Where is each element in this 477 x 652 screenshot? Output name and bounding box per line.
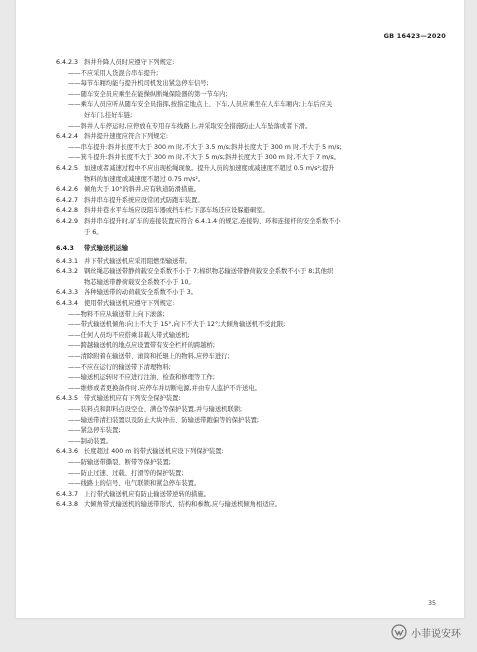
clause-line (56, 288, 432, 299)
clause-number: 6.4.2.9 (56, 217, 79, 225)
clause-text: 大倾角带式输送机的输送带形式、结构和参数,应与输送机倾角相适应。 (84, 501, 282, 509)
clause-continuation-line (56, 320, 432, 331)
clause-number: 6.4.2.7 (56, 196, 79, 204)
clause-continuation-line (56, 341, 432, 352)
clause-line (56, 257, 432, 268)
section-6-4-2-clauses (56, 58, 432, 238)
clause-text: ——不应在运行的输送带下清理物料; (68, 363, 171, 371)
page-number: 35 (427, 600, 436, 607)
clause-line (56, 267, 432, 278)
clause-number: 6.4.3.2 (56, 268, 79, 276)
clause-line (56, 394, 432, 405)
clause-continuation-line (56, 426, 432, 437)
clause-continuation-line (56, 228, 432, 239)
clause-continuation-line (56, 469, 432, 480)
clause-text: 钢丝绳芯输送带静荷载安全系数不小于 7;棉织物芯输送带静荷载安全系数不小于 8;其他织 (84, 268, 334, 276)
clause-number: 6.4.2.3 (56, 59, 79, 66)
clause-text: 好车门,挂好车链; (84, 111, 133, 119)
clause-text: 上行带式输送机应有防止输送带逆转的措施。 (84, 490, 210, 498)
clause-number: 6.4.3.1 (56, 257, 79, 265)
clause-text: ——制动装置。 (68, 437, 113, 445)
clause-number: 6.4.3.8 (56, 501, 79, 509)
clause-line (56, 132, 432, 143)
clause-line (56, 196, 432, 207)
standard-number: GB 16423—2020 (383, 32, 446, 40)
clause-text: 斜井提升速度应符合下列规定: (84, 133, 168, 141)
clause-number: 6.4.2.4 (56, 133, 79, 141)
clause-continuation-line (56, 331, 432, 342)
clause-continuation-line (56, 479, 432, 490)
clause-text: ——紧急停车装置; (68, 427, 121, 435)
clause-continuation-line (56, 278, 432, 289)
clause-continuation-line (56, 352, 432, 363)
clause-text: 物芯输送带静荷载安全系数不小于 10。 (84, 278, 195, 286)
section-number: 6.4.3 (56, 245, 74, 253)
clause-continuation-line (56, 100, 432, 111)
clause-line (56, 58, 432, 69)
clause-continuation-line (56, 122, 432, 133)
clause-text: 于 6。 (84, 228, 103, 236)
clause-text: 斜井串车提升时,矿车的连接装置应符合 6.4.1.4 的规定,连接钩、环和连接杆的安全系数不小 (84, 217, 341, 225)
clause-text: 倾角大于 10°的斜井,应有轨道防滑措施。 (84, 186, 200, 194)
clause-text: ——每节车厢均能与提升机司机发出紧急停车信号; (68, 80, 209, 88)
clause-text: ——箕斗提升:斜井长度不大于 300 m 时,不大于 5 m/s;斜井长度大于 300 m 时,不大于 7 m/s。 (68, 154, 340, 162)
clause-text: 斜井串车提升系统应设常闭式防跑车装置。 (84, 196, 204, 204)
clause-line (56, 206, 432, 217)
section-title: 带式输送机运输 (84, 245, 129, 253)
clause-line (56, 164, 432, 175)
clause-text: 斜井升降人员时应遵守下列规定: (84, 59, 175, 66)
clause-line (56, 447, 432, 458)
clause-line (56, 299, 432, 310)
document-body (56, 58, 432, 511)
clause-text: 加速或者减速过程中不应出现松绳现象。提升人员的加速度或减速度不超过 0.5 m/s²;提升 (84, 164, 335, 172)
clause-text: ——物料不应从输送带上向下滚落; (68, 310, 165, 318)
watermark-text: 小菲说安环 (411, 628, 461, 640)
clause-number: 6.4.3.6 (56, 448, 79, 456)
clause-continuation-line (56, 458, 432, 469)
clause-number: 6.4.3.7 (56, 490, 79, 498)
clause-continuation-line (56, 90, 432, 101)
clause-continuation-line (56, 363, 432, 374)
clause-text: ——输送带清扫装置以及防止大块冲击、防输送带跑偏等的保护装置; (68, 416, 260, 424)
clause-number: 6.4.2.5 (56, 164, 79, 172)
clause-text: ——线路上的信号、电气联锁和紧急停车装置。 (68, 480, 201, 488)
clause-continuation-line (56, 143, 432, 154)
clause-number: 6.4.3.5 (56, 395, 79, 403)
clause-text: 井下带式输送机应采用阻燃型输送带。 (84, 257, 192, 265)
clause-text: ——防止过速、过载、打滑等的保护装置; (68, 469, 184, 477)
clause-continuation-line (56, 310, 432, 321)
clause-text: ——任何人员均不应搭乘非载人带式输送机; (68, 331, 190, 339)
clause-text: ——防输送带撕裂、断带等保护装置; (68, 458, 171, 466)
clause-text: ——装料点和卸料点设空仓、满仓等保护装置,并与输送机联锁; (68, 406, 243, 413)
clause-text: 物料的加速度或减速度不超过 0.75 m/s²。 (84, 175, 205, 183)
clause-text: ——跨越输送机的地点应设置带有安全栏杆的跨越桥; (68, 342, 215, 350)
clause-text: ——维修或者更换备件时,应停车并切断电源,并由专人监护不许送电。 (68, 384, 261, 392)
clause-continuation-line (56, 416, 432, 427)
clause-text: 使用带式输送机应遵守下列规定: (84, 300, 175, 308)
clause-continuation-line (56, 69, 432, 80)
clause-number: 6.4.3.3 (56, 289, 79, 297)
clause-text: 带式输送机应有下列安全保护装置: (84, 395, 181, 403)
clause-text: ——不应采用人货混合串车提升; (68, 69, 159, 77)
clause-number: 6.4.2.8 (56, 207, 79, 215)
clause-continuation-line (56, 175, 432, 186)
clause-line (56, 217, 432, 228)
clause-continuation-line (56, 111, 432, 122)
clause-line (56, 490, 432, 501)
clause-line (56, 185, 432, 196)
clause-text: 各种输送带的动荷载安全系数不小于 3。 (84, 289, 198, 297)
clause-continuation-line (56, 153, 432, 164)
clause-line (56, 500, 432, 511)
clause-text: ——乘车人员应听从随车安全员指挥,按指定地点上、下车,人员应乘坐在人车车厢内;上车后应关 (68, 101, 333, 109)
clause-continuation-line (56, 437, 432, 448)
clause-text: 长度超过 400 m 的带式输送机应设下列保护装置: (84, 448, 224, 456)
clause-number: 6.4.2.6 (56, 186, 79, 194)
clause-text: ——输送机运转时不应进行注油、检查和修理等工作; (68, 374, 215, 382)
clause-text: ——串车提升:斜井长度不大于 300 m 时,不大于 3.5 m/s;斜井长度大于 300 m 时,不大于 5 m/s; (68, 143, 342, 151)
clause-text: ——随车安全员应乘坐在能操纵断绳保险器的第一节车内; (68, 90, 228, 98)
clause-continuation-line (56, 405, 432, 416)
clause-text: ——清除附着在输送带、滚筒和托辊上的物料,应停车进行; (68, 353, 230, 361)
document-page (16, 0, 464, 618)
clause-continuation-line (56, 384, 432, 395)
watermark (391, 624, 461, 640)
section-6-4-3-clauses (56, 257, 432, 511)
clause-continuation-line (56, 373, 432, 384)
clause-text: 斜井井巷水平车场应设阻车器或挡车栏;下部车场还应设躲避硐室。 (84, 207, 269, 215)
section-heading (56, 244, 432, 255)
clause-text: ——带式输送机倾角:向上不大于 15°,向下不大于 12°;大倾角输送机不受此限; (68, 321, 286, 329)
clause-number: 6.4.3.4 (56, 300, 79, 308)
clause-continuation-line (56, 79, 432, 90)
clause-text: ——斜井人车停运时,应停放在专用存车线路上,并采取安全措施防止人车坠落或者下滑。 (68, 122, 312, 130)
wechat-channel-icon (391, 624, 407, 640)
